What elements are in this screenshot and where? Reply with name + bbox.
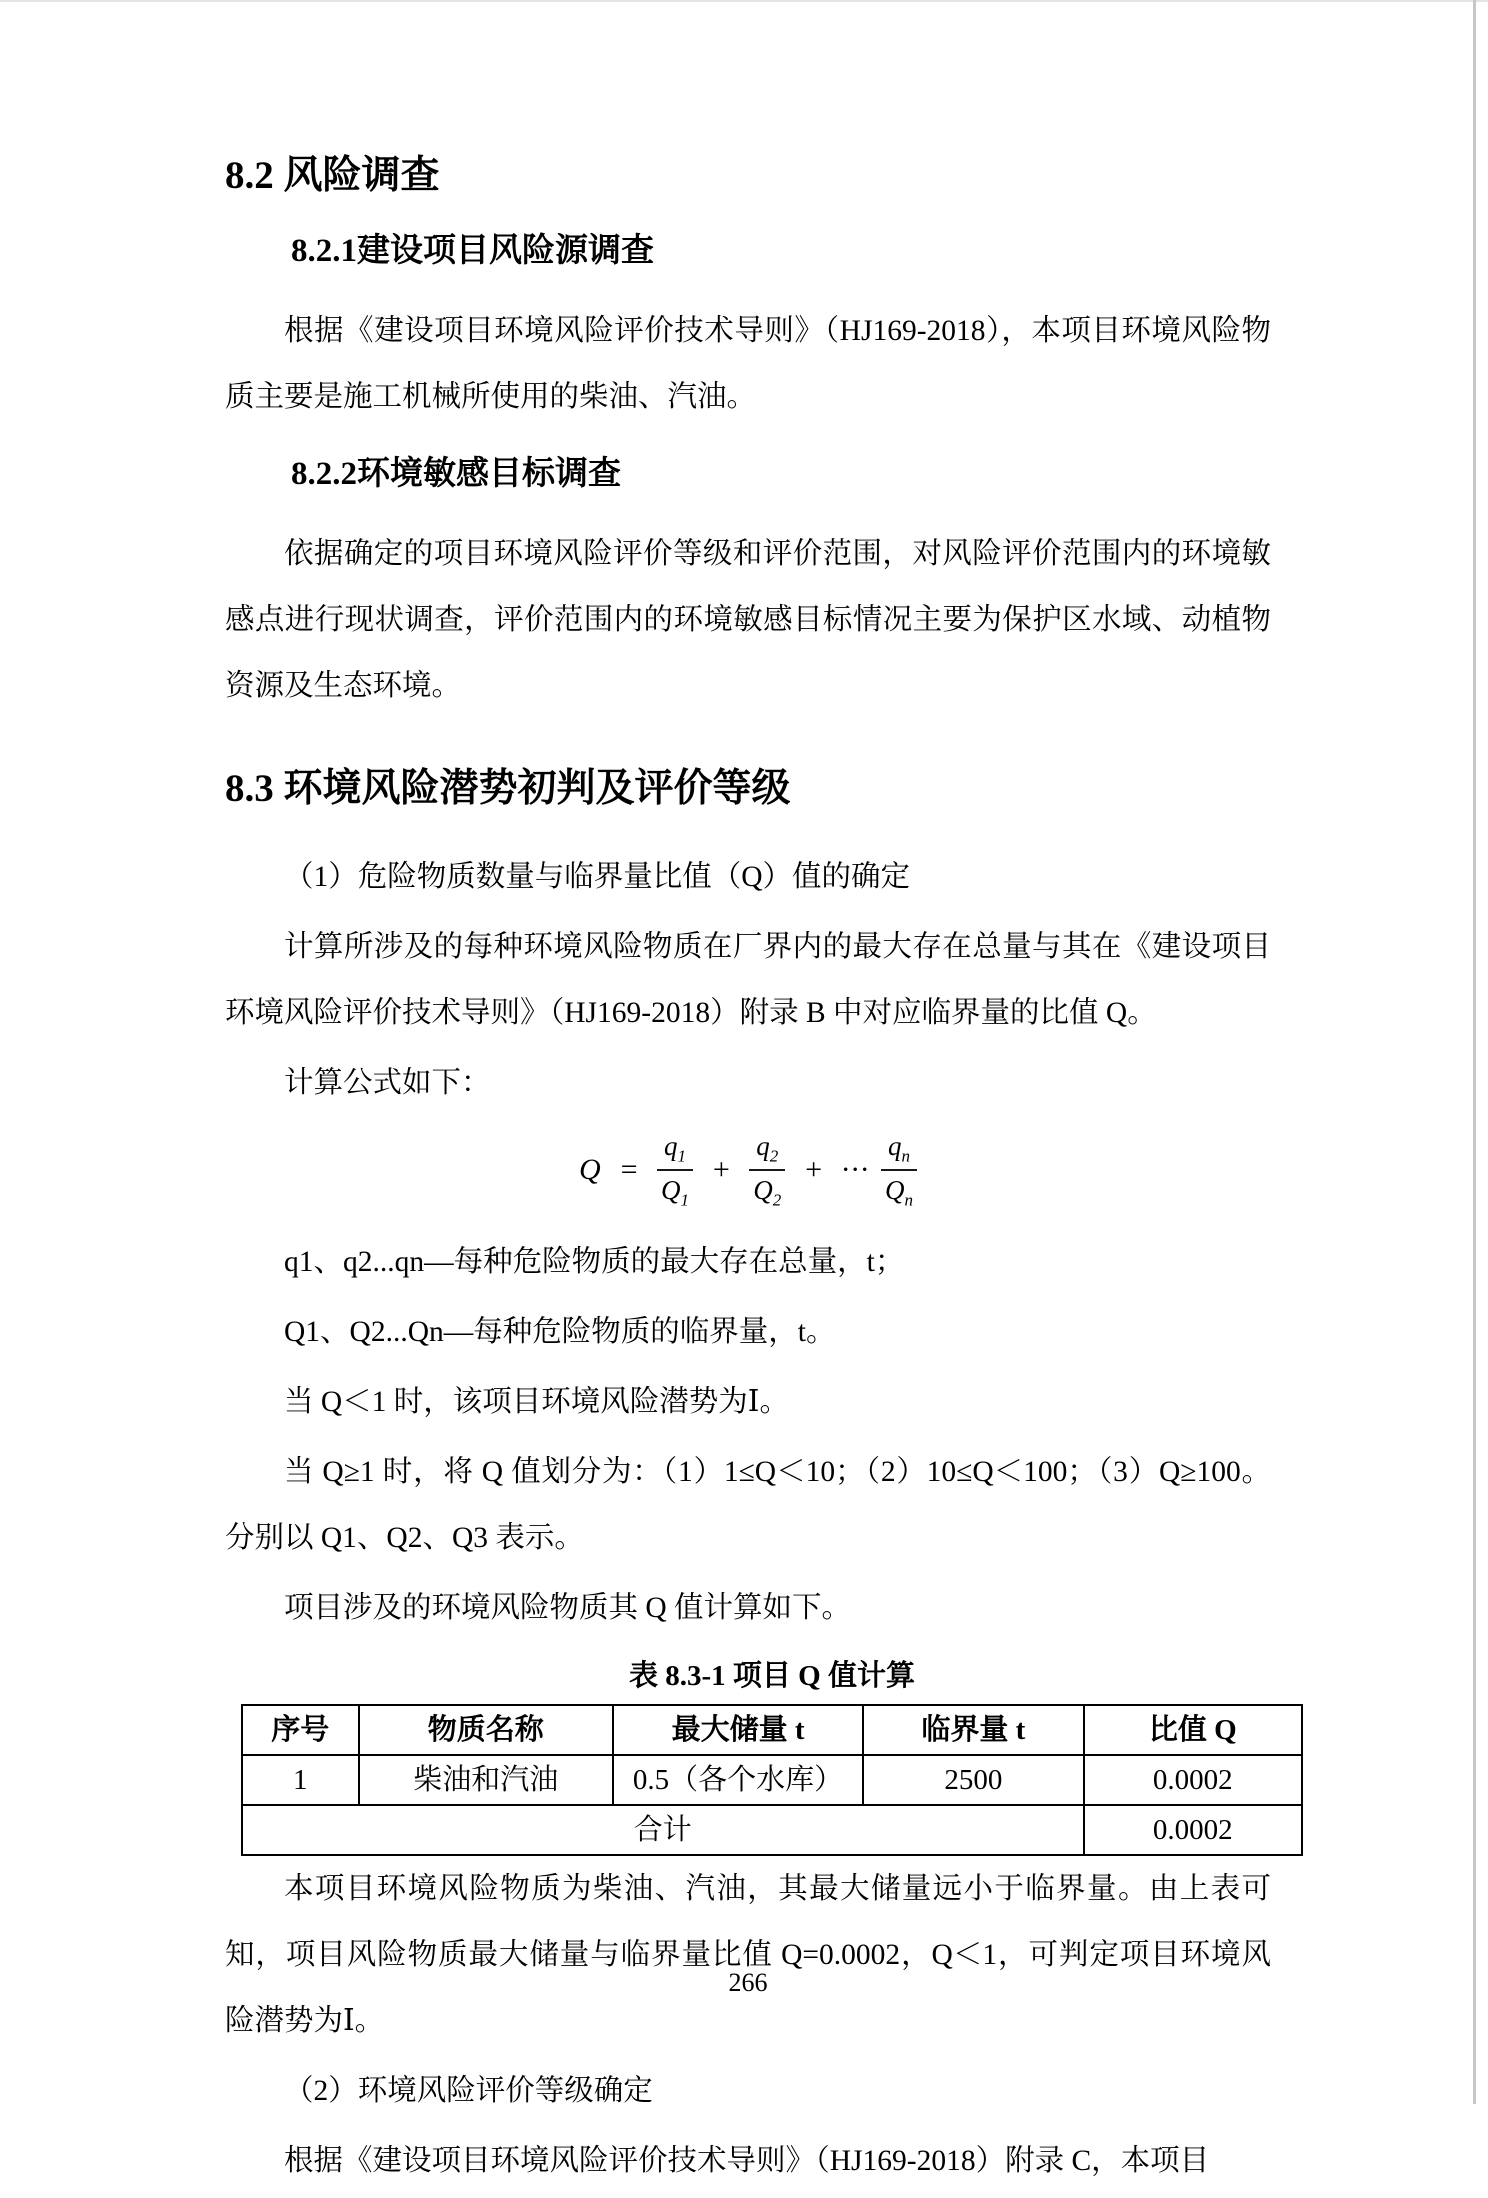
heading-8-2-2: 8.2.2环境敏感目标调查	[291, 456, 621, 492]
heading-8-2-1: 8.2.1建设项目风险源调查	[291, 232, 654, 269]
document-content	[225, 152, 1271, 2198]
cell-total-value: 0.0002	[1084, 1805, 1302, 1855]
formula-term-1: $\frac{q_1}{Q_1}$	[657, 1130, 693, 1211]
formula-term-2: $\frac{q_2}{Q_2}$	[749, 1130, 785, 1211]
formula-plus-1: +	[710, 1153, 732, 1187]
paragraph-q-calculation: 计算所涉及的每种环境风险物质在厂界内的最大存在总量与其在《建设项目环境风险评价技术导则》（HJ169-2018）附录 B 中对应临界量的比值 Q。	[225, 931, 1271, 1029]
formula-term-n: $\frac{q_n}{Q_n}$	[881, 1130, 917, 1211]
definition-q-small: q1、q2...qn—每种危险物质的最大存在总量，t；	[284, 1245, 905, 1278]
paragraph-appendix-c: 根据《建设项目环境风险评价技术导则》（HJ169-2018）附录 C，本项目	[284, 2144, 1210, 2177]
paragraph-item2: （2）环境风险评价等级确定	[284, 2074, 653, 2107]
heading-8-2: 8.2 风险调查	[225, 154, 440, 197]
page-number: 266	[728, 1968, 768, 1997]
heading-8-3: 8.3 环境风险潜势初判及评价等级	[225, 767, 791, 811]
cell-index: 1	[242, 1755, 359, 1805]
cell-substance: 柴油和汽油	[359, 1755, 613, 1805]
formula-equals: =	[618, 1153, 639, 1187]
scan-edge-top	[0, 0, 1488, 2]
table-caption: 表 8.3-1 项目 Q 值计算	[629, 1659, 915, 1692]
formula-ellipsis: ···	[841, 1153, 870, 1187]
paragraph-sensitive-targets: 依据确定的项目环境风险评价等级和评价范围，对风险评价范围内的环境敏感点进行现状调查，评价范围内的环境敏感目标情况主要为保护区水域、动植物资源及生态环境。	[225, 538, 1271, 703]
paragraph-q-ge-1: 当 Q≥1 时，将 Q 值划分为：（1）1≤Q＜10；（2）10≤Q＜100；（3）Q≥100。分别以 Q1、Q2、Q3 表示。	[225, 1455, 1271, 1554]
paragraph-q-lt-1: 当 Q＜1 时，该项目环境风险潜势为Ⅰ。	[284, 1385, 789, 1418]
table-total-row	[242, 1805, 1302, 1855]
q-value-table	[241, 1704, 1303, 1856]
header-index: 序号	[242, 1705, 359, 1755]
formula-lhs: Q	[579, 1153, 601, 1187]
cell-total-label: 合计	[242, 1805, 1084, 1855]
paragraph-conclusion: 本项目环境风险物质为柴油、汽油，其最大储量远小于临界量。由上表可知，项目风险物质最大储量与临界量比值 Q=0.0002，Q＜1，可判定项目环境风险潜势为Ⅰ。	[225, 1872, 1271, 2037]
header-critical: 临界量 t	[863, 1705, 1083, 1755]
scan-edge-right	[1473, 0, 1476, 2104]
header-max-storage: 最大储量 t	[613, 1705, 863, 1755]
cell-max-storage: 0.5（各个水库）	[613, 1755, 863, 1805]
cell-ratio: 0.0002	[1084, 1755, 1302, 1805]
header-substance: 物质名称	[359, 1705, 613, 1755]
definition-q-big: Q1、Q2...Qn—每种危险物质的临界量，t。	[284, 1315, 836, 1348]
paragraph-item1: （1）危险物质数量与临界量比值（Q）值的确定	[284, 861, 911, 893]
formula-plus-2: +	[803, 1153, 824, 1187]
table-row	[242, 1755, 1302, 1805]
header-ratio: 比值 Q	[1084, 1705, 1302, 1755]
paragraph-table-intro: 项目涉及的环境风险物质其 Q 值计算如下。	[284, 1591, 852, 1624]
cell-critical: 2500	[863, 1755, 1083, 1805]
paragraph-formula-intro: 计算公式如下：	[284, 1067, 491, 1099]
q-formula	[225, 1130, 1271, 1211]
table-header-row	[242, 1705, 1302, 1755]
paragraph-risk-source: 根据《建设项目环境风险评价技术导则》（HJ169-2018），本项目环境风险物质主要是施工机械所使用的柴油、汽油。	[225, 315, 1271, 413]
